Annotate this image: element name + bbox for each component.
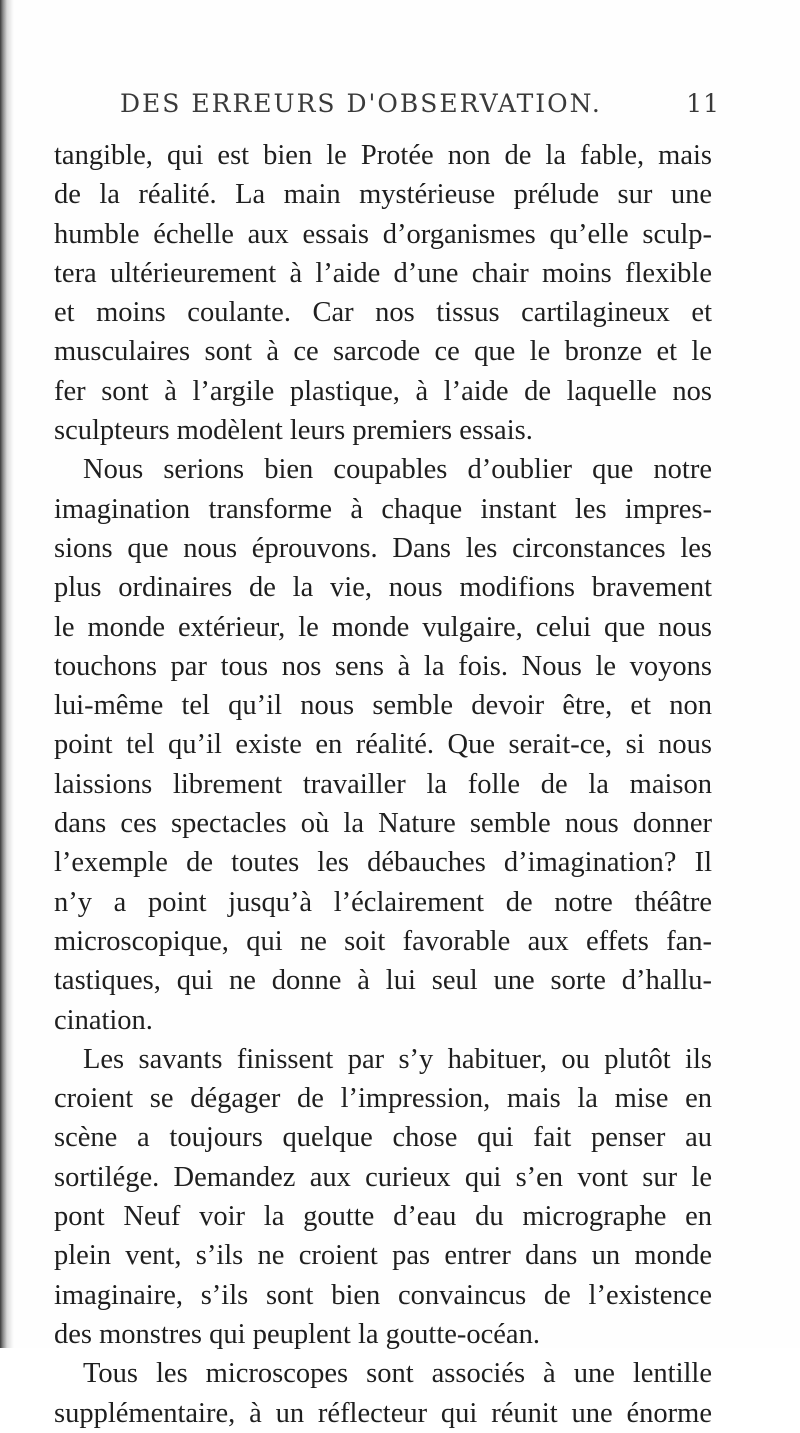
text-line: pont Neuf voir la goutte d’eau du micrographe en	[54, 1201, 712, 1233]
text-line: tangible, qui est bien le Protée non de la fable, mais	[54, 140, 712, 171]
text-line: cination.	[54, 1004, 153, 1036]
text-line: imagination transforme à chaque instant les impres-	[54, 493, 712, 525]
text-line: tera ultérieurement à l’aide d’une chair moins flexible	[54, 257, 712, 289]
text-line: Nous serions bien coupables d’oublier que notre	[83, 454, 712, 486]
text-line: supplémentaire, à un réflecteur qui réunit une énorme	[54, 1397, 712, 1429]
text-line: microscopique, qui ne soit favorable aux effets fan-	[54, 925, 712, 957]
text-line: sions que nous éprouvons. Dans les circonstances les	[54, 532, 712, 564]
text-line: de la réalité. La main mystérieuse prélude sur une	[54, 179, 712, 211]
body-text	[54, 136, 712, 1433]
running-title: DES ERREURS D'OBSERVATION.	[120, 89, 602, 118]
text-line: lui-même tel qu’il nous semble devoir être, et non	[54, 690, 712, 722]
text-line: plus ordinaires de la vie, nous modifions bravement	[54, 572, 712, 604]
text-line: touchons par tous nos sens à la fois. Nous le voyons	[54, 650, 712, 682]
text-line: tastiques, qui ne donne à lui seul une sorte d’hallu-	[54, 965, 712, 997]
text-line: sortilége. Demandez aux curieux qui s’en vont sur le	[54, 1161, 712, 1193]
text-line: des monstres qui peuplent la goutte-océan.	[54, 1318, 540, 1350]
text-line: fer sont à l’argile plastique, à l’aide de laquelle nos	[54, 375, 712, 407]
text-line: plein vent, s’ils ne croient pas entrer dans un monde	[54, 1240, 712, 1272]
text-line: musculaires sont à ce sarcode ce que le bronze et le	[54, 336, 712, 368]
text-line: dans ces spectacles où la Nature semble nous donner	[54, 808, 712, 840]
text-line: n’y a point jusqu’à l’éclairement de notre théâtre	[54, 886, 712, 918]
page-number: 11	[686, 89, 720, 118]
text-line: point tel qu’il existe en réalité. Que serait-ce, si nous	[54, 729, 712, 761]
text-line: imaginaire, s’ils sont bien convaincus de l’existence	[54, 1279, 712, 1311]
text-line: croient se dégager de l’impression, mais la mise en	[54, 1083, 712, 1115]
text-line: et moins coulante. Car nos tissus cartilagineux et	[54, 297, 712, 329]
text-line: sculpteurs modèlent leurs premiers essais.	[54, 415, 533, 447]
text-line: humble échelle aux essais d’organismes qu’elle sculp-	[54, 218, 712, 250]
text-line: laissions librement travailler la folle de la maison	[54, 768, 712, 800]
page-binding-shadow	[0, 0, 14, 1348]
running-header	[120, 85, 720, 125]
text-line: Tous les microscopes sont associés à une lentille	[83, 1358, 712, 1390]
text-line: scène a toujours quelque chose qui fait penser au	[54, 1122, 712, 1154]
text-line: Les savants finissent par s’y habituer, ou plutôt ils	[83, 1043, 712, 1075]
text-line: l’exemple de toutes les débauches d’imagination? Il	[54, 847, 712, 879]
text-line: le monde extérieur, le monde vulgaire, celui que nous	[54, 611, 712, 643]
